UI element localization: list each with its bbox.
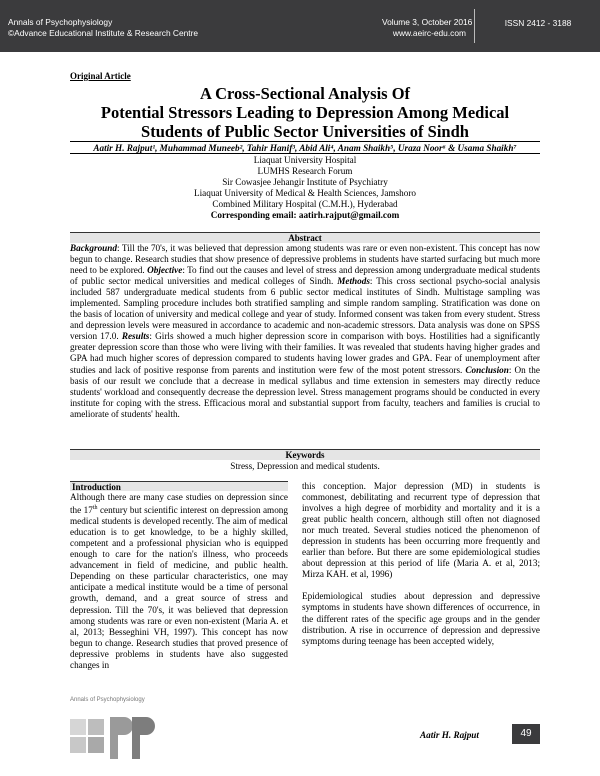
results-label: Results — [121, 331, 150, 342]
methods-text: : This cross sectional psycho-social analysis included 587 undergraduate medical students from 6 public sector medical institutes of Sindh. Multistage sampling was implemented. Sampling procedure includes both stratified sampling and simple random sampling. Stratification was done on the basis of location of university and medical college and year of study. Informed consent was taken from every student. Stress and depression levels were measured in accordance to academic and non-academic stressors. Data analysis was done on SPSS version 17.0. — [70, 276, 540, 342]
volume: Volume 3, October 2016 — [382, 17, 473, 27]
logo-mark-icon — [70, 705, 170, 769]
issn: ISSN 2412 - 3188 — [504, 18, 572, 28]
right-column — [302, 481, 540, 647]
affiliation: Sir Cowasjee Jehangir Institute of Psychiatry — [222, 177, 388, 187]
abstract-paragraph — [70, 243, 540, 420]
keywords-text: Stress, Depression and medical students. — [230, 461, 380, 471]
background-label: Background — [70, 243, 117, 253]
header-divider — [474, 9, 475, 43]
title-line: A Cross-Sectional Analysis Of — [199, 84, 411, 103]
volume-info — [382, 17, 473, 39]
intro-paragraph: this conception. Major depression (MD) in students is commonest, debilitating and recurrent type of depression that involves a high degree of morbidity and mortality and it is a great public health concern, although still often not diagnosed nor much treated. Several studies noticed the phenomenon of depression in students has been occurring more frequently and earlier than before. But there are some epidemiological studies about depression at this period of life (Maria A. et al, 2013; Mirza KAH. et al, 1996) — [302, 481, 540, 580]
journal-info — [8, 17, 198, 39]
journal-logo — [70, 697, 170, 767]
intro-paragraph — [70, 492, 288, 671]
page-number: 49 — [512, 724, 540, 744]
affiliation: Combined Military Hospital (C.M.H.), Hyderabad — [212, 199, 398, 209]
intro-text: century but scientific interest on depression among medical students is developed recently. The aim of medical education is to get knowledge, to be a highly skilled, competent and a professional physician who is equipped enough to care for the nation's illness, who proceeds advancement in field of medicine, and public health. Depending on these particular characteristics, one may anticipate a medical institute would be a time of personal growth, demand, and a great source of stress and depression. Till the 70's, it was believed that depression among students was rare or even non-existent (Maria A. et al, 2013; Besseghini VH, 1997). This concept has now begun to change. Research studies that proved presence of depressive problems in students have also suggested changes in — [70, 505, 288, 670]
background-text: : Till the 70's, it was believed that depression among students was rare or even non-existent. This concept has now begun to change. Research studies that show presence of depressive problems in students have started surfacing but much more need to be explored. — [70, 243, 540, 276]
intro-paragraph: Epidemiological studies about depression and depressive symptoms in students have shown differences of occurrence, in the different rates of the specific age groups and in the gender distribution. A rise in occurrence of depression and depressive symptoms during teenage has been accepted widely, — [302, 591, 540, 646]
ordinal-suffix: th — [92, 505, 98, 512]
conclusion-label: Conclusion — [465, 364, 509, 375]
authors-bottom-rule — [70, 153, 540, 154]
affiliations — [70, 155, 540, 221]
journal-name: Annals of Psychophysiology — [8, 17, 113, 27]
corresponding-email[interactable]: Corresponding email: aatirh.rajput@gmail.com — [210, 210, 400, 220]
objective-text: : To find out the causes and level of stress and depression among undergraduate medical students of public sector medical universities and medical colleges of Sindh. — [70, 265, 540, 287]
intro-text: Although there are many case studies on depression since the 17 — [70, 492, 288, 516]
affiliation: Liaquat University of Medical & Health Sciences, Jamshoro — [194, 188, 416, 198]
publisher: ©Advance Educational Institute & Research Centre — [8, 28, 199, 38]
affiliation: LUMHS Research Forum — [257, 166, 353, 176]
journal-header-bar — [0, 0, 600, 52]
left-column — [70, 492, 288, 671]
author-list: Aatir H. Rajput¹, Muhammad Muneeb², Tahir Hanif³, Abid Ali⁴, Anam Shaikh⁵, Uraza Noor⁶ & Usama Shaikh⁷ — [93, 143, 517, 153]
methods-label: Methods — [337, 276, 370, 287]
logo-caption: Annals of Psychophysiology — [70, 697, 145, 703]
abstract-heading: Abstract — [70, 232, 540, 243]
introduction-heading: Introduction — [70, 481, 288, 491]
website-link[interactable]: www.aeirc-edu.com — [392, 28, 466, 38]
authors-top-rule — [70, 141, 540, 142]
article-type: Original Article — [70, 71, 131, 81]
results-text: : Girls showed a much higher depression score in comparison with boys. Hostilities had a significantly greater depression score than those who were living with their families. It was revealed that students having higher grades and GPA had much higher scores of depression compared to students having lower grades and GPA. Fear of unemployment after studies and lack of positive response from parents and institution were few of the most potent stressors. — [70, 331, 540, 375]
article-title — [70, 84, 540, 141]
conclusion-text: : On the basis of our result we conclude that a decrease in medical syllabus and time extension in semesters may directly reduce students' workload and consequently decrease the depression level. Stress management programs should be conducted in every institute for coping with the stress. Efficacious moral and substantial support from faculty, teachers and families is crucial to ameliorate of students' health. — [70, 364, 540, 419]
keywords-heading: Keywords — [70, 449, 540, 460]
objective-label: Objective — [147, 265, 183, 276]
footer-author: Aatir H. Rajput — [420, 730, 479, 740]
abstract-body — [70, 243, 540, 420]
title-line: Potential Stressors Leading to Depression Among Medical — [100, 103, 510, 122]
title-line: Students of Public Sector Universities of Sindh — [141, 122, 469, 141]
affiliation: Liaquat University Hospital — [253, 155, 357, 165]
